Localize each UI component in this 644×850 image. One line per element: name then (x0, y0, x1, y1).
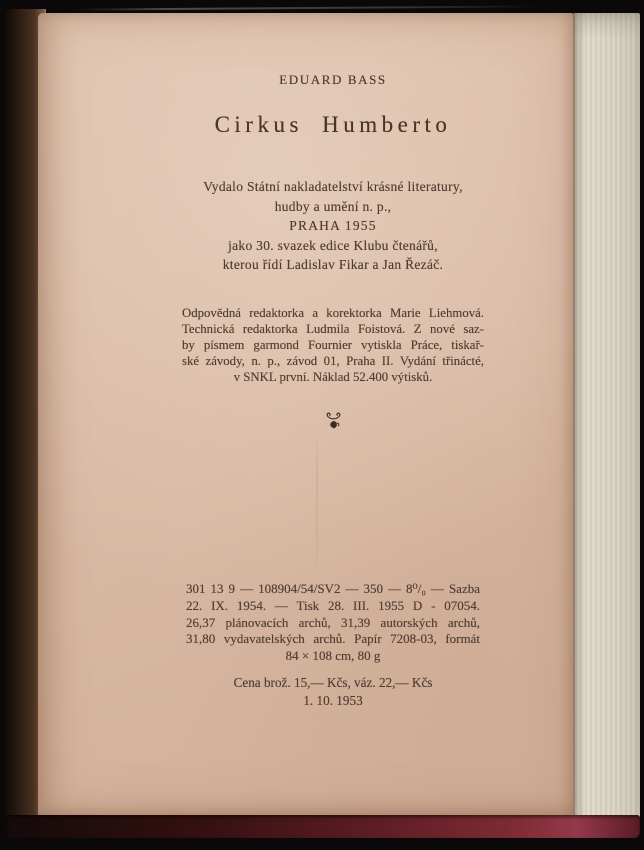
imprint-line: jako 30. svazek edice Klubu čtenářů, (228, 237, 438, 253)
edition-note-line: by písmem garmond Fournier vytiskla Práce, tiskař- (182, 338, 484, 352)
print-info-line: 84 × 108 cm, 80 g (285, 648, 381, 664)
imprint-line: hudby a umění n. p., (274, 198, 392, 214)
book-title: Cirkus Humberto (214, 112, 452, 137)
cover-board-bottom-edge (6, 815, 640, 838)
edition-note-line: ské závody, n. p., závod 01, Praha II. Vydání třinácté, (182, 354, 484, 368)
imprint-block (98, 177, 568, 275)
author-name: EDUARD BASS (279, 72, 387, 87)
date-line: 1. 10. 1953 (303, 693, 363, 708)
print-info-line: 31,80 vydavatelských archů. Papír 7208-03, formát (186, 631, 480, 647)
edition-note-line: v SNKL první. Náklad 52.400 výtisků. (233, 370, 433, 384)
price-block (98, 674, 568, 710)
edition-note-line: Technická redaktorka Ludmila Foistová. Z nové saz- (182, 322, 484, 336)
print-info-line: 22. IX. 1954. — Tisk 28. III. 1955 D - 07054. (186, 597, 480, 613)
imprint-line: kterou řídí Ladislav Fikar a Jan Řezáč. (222, 257, 444, 272)
printers-flourish-icon (98, 411, 568, 437)
imprint-line: PRAHA 1955 (289, 218, 377, 233)
text-column (98, 13, 568, 817)
edition-note-line: Odpovědná redaktorka a korektorka Marie Liehmová. (182, 306, 484, 320)
print-info-line: 301 13 9 — 108904/54/SV2 — 350 — 8⁰/₀ — Sazba (186, 581, 480, 596)
print-info-block (186, 581, 480, 665)
price-line: Cena brož. 15,— Kčs, váz. 22,— Kčs (233, 675, 433, 690)
imprint-line: Vydalo Státní nakladatelství krásné literatury, (203, 179, 463, 194)
print-info-line: 26,37 plánovacích archů, 31,39 autorských archů, (186, 614, 480, 630)
book-colophon-page (38, 13, 573, 817)
cover-scratch-highlight (75, 5, 545, 10)
page-block-fore-edge (573, 13, 640, 819)
edition-note-block (182, 305, 484, 385)
